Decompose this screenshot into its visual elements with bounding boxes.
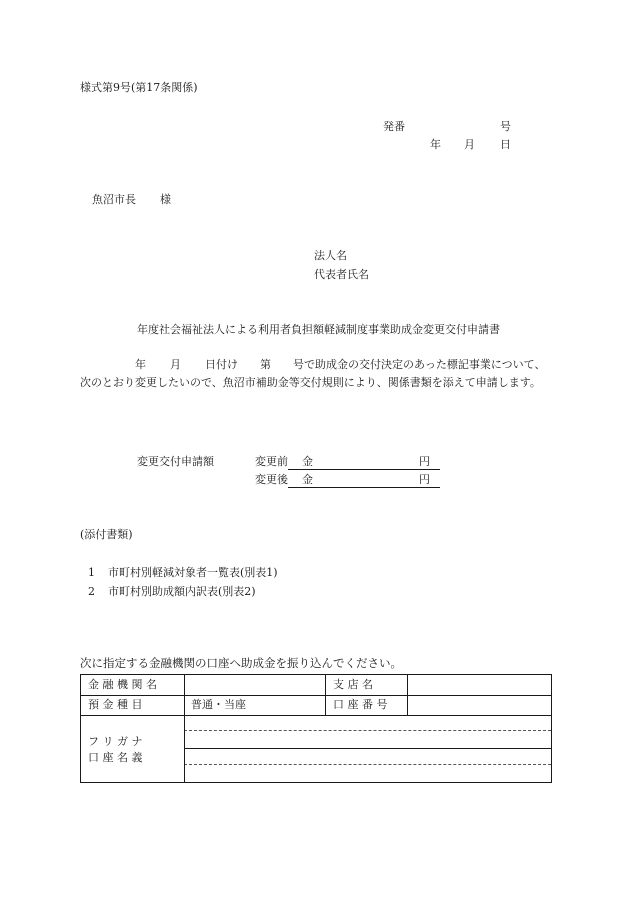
institution-name-label: 金 融 機 関 名 (88, 678, 157, 691)
body-paragraph (80, 356, 550, 392)
amount-before-prefix: 金 (302, 455, 313, 468)
deposit-type-value: 普通・当座 (191, 698, 246, 711)
bank-instruction: 次に指定する金融機関の口座へ助成金を振り込んでください。 (80, 656, 402, 670)
attachment-item (88, 585, 256, 599)
amount-after-suffix: 円 (419, 473, 430, 486)
form-number: 様式第9号(第17条関係) (80, 81, 198, 94)
amount-after-label: 変更後 (255, 473, 288, 486)
issue-label: 発番 (383, 120, 405, 133)
table-col-divider (407, 675, 408, 715)
table-row-divider (81, 715, 551, 716)
document-title: 年度社会福祉法人による利用者負担額軽減制度事業助成金変更交付申請書 (137, 323, 500, 336)
attachments-heading: (添付書類) (80, 528, 133, 541)
corp-name-label: 法人名 (314, 249, 347, 262)
addressee-title: 魚沼市長 (92, 193, 136, 206)
addressee-honorific: 様 (160, 193, 171, 206)
date-day: 日 (500, 138, 511, 151)
attachment-number: 2 (88, 585, 95, 598)
attachment-text: 市町村別軽減対象者一覧表(別表1) (108, 566, 278, 579)
body-text: 号で助成金の交付決定のあった標記事業について、次のとおり変更したいので、魚沼市補助金等交付規則により、関係書類を添えて申請します。 (80, 358, 546, 389)
date-year: 年 (430, 138, 441, 151)
account-number-label: 口 座 番 号 (333, 698, 388, 711)
table-col-divider (325, 675, 326, 715)
amount-before-label: 変更前 (255, 455, 288, 468)
attachment-text: 市町村別助成額内訳表(別表2) (108, 585, 256, 598)
table-col-divider (184, 675, 185, 782)
amount-after-prefix: 金 (302, 473, 313, 486)
attachment-number: 1 (88, 566, 95, 579)
table-row-divider (184, 748, 551, 749)
amount-before-underline (288, 469, 440, 470)
branch-name-label: 支 店 名 (333, 678, 373, 691)
table-furigana-divider (184, 764, 551, 765)
table-row-divider (81, 695, 551, 696)
amount-after-underline (288, 487, 440, 488)
body-month: 月 (170, 358, 181, 371)
furigana-label: フ リ ガ ナ (88, 735, 143, 748)
representative-label: 代表者氏名 (314, 268, 369, 281)
body-date-suffix: 日付け (205, 358, 238, 371)
amount-label: 変更交付申請額 (137, 455, 214, 468)
body-year: 年 (135, 358, 146, 371)
date-month: 月 (464, 138, 475, 151)
deposit-type-label: 預 金 種 目 (88, 698, 143, 711)
bank-account-table (80, 674, 552, 783)
body-dai: 第 (260, 358, 271, 371)
amount-before-suffix: 円 (419, 455, 430, 468)
issue-number-suffix: 号 (500, 120, 511, 133)
account-holder-label: 口 座 名 義 (88, 751, 143, 764)
table-furigana-divider (184, 730, 551, 731)
attachment-item (88, 566, 278, 580)
